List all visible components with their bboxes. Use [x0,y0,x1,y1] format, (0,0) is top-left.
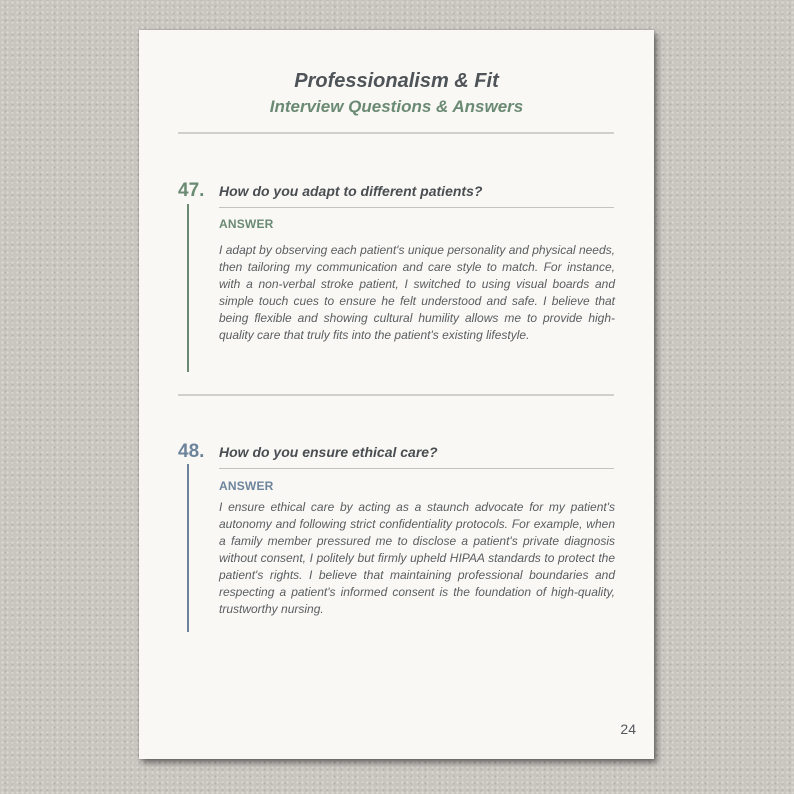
question-number: 48. [178,441,205,462]
answer-label: ANSWER [219,479,274,493]
question-text: How do you ensure ethical care? [219,444,438,460]
question-divider [219,468,614,469]
accent-bar [187,464,189,632]
question-divider [219,207,614,208]
page-title: Professionalism & Fit [294,70,499,92]
answer-label: ANSWER [219,217,274,231]
answer-text: I ensure ethical care by acting as a staunch advocate for my patient's autonomy and following strict confidentiality protocols. For example, when a family member pressured me to disclose a patient's private diagnosis without consent, I politely but firmly upheld HIPAA standards to protect the patient's rights. I believe that maintaining professional boundaries and respecting a patient's informed consent is the foundation of high-quality, trustworthy nursing. [219,500,615,616]
question-number: 47. [178,180,205,201]
section-divider [178,394,614,396]
page-subtitle: Interview Questions & Answers [269,97,524,116]
answer-text: I adapt by observing each patient's unique personality and physical needs, then tailoring my communication and care style to match. For instance, with a non-verbal stroke patient, I switched to using visual boards and simple touch cues to ensure he felt understood and safe. I believe that being flexible and showing cultural humility allows me to provide high-quality care that truly fits into the patient's existing lifestyle. [219,243,615,342]
question-text: How do you adapt to different patients? [219,183,483,199]
header-divider [178,132,614,134]
document-page [139,30,654,759]
page-number: 24 [620,721,636,737]
accent-bar [187,204,189,372]
